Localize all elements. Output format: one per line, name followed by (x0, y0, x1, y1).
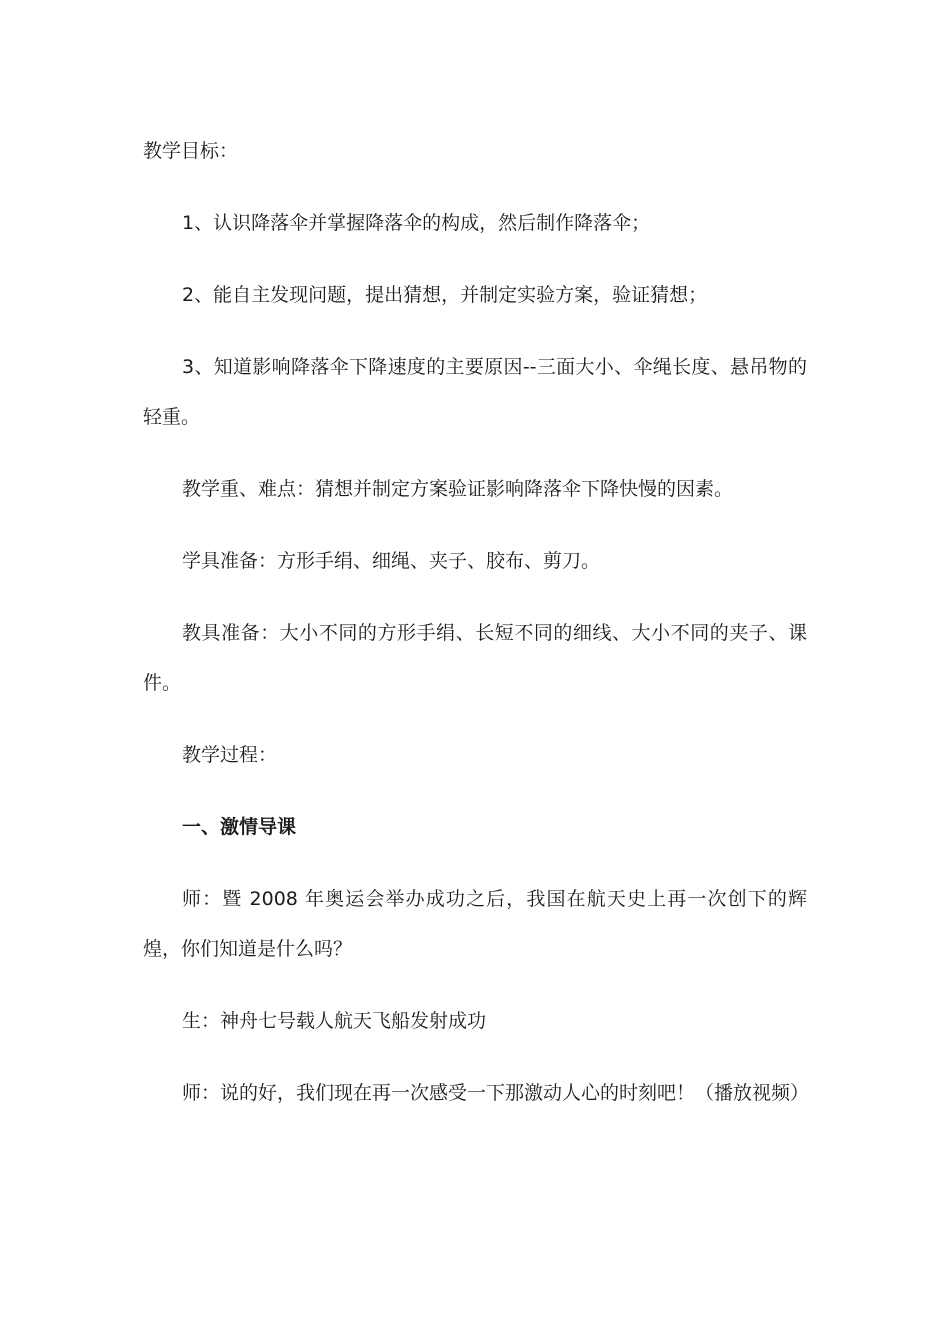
goal-item-2: 2、能自主发现问题，提出猜想，并制定实验方案，验证猜想； (182, 284, 708, 306)
goals-heading: 教学目标： (143, 140, 239, 162)
goal-item-3: 3、知道影响降落伞下降速度的主要原因--三面大小、伞绳长度、悬吊物的轻重。 (143, 356, 807, 428)
document-body (143, 126, 810, 1140)
student-materials: 学具准备：方形手绢、细绳、夹子、胶布、剪刀。 (182, 550, 601, 572)
dialogue-teacher-2: 师：说的好，我们现在再一次感受一下那激动人心的时刻吧！（播放视频） (182, 1082, 810, 1104)
goal-item-1: 1、认识降落伞并掌握降落伞的构成，然后制作降落伞； (182, 212, 651, 234)
dialogue-teacher-1: 师：暨 2008 年奥运会举办成功之后，我国在航天史上再一次创下的辉煌，你们知道是什么吗？ (143, 888, 807, 960)
process-heading: 教学过程： (182, 744, 278, 766)
section-title: 一、激情导课 (182, 816, 297, 838)
key-points: 教学重、难点：猜想并制定方案验证影响降落伞下降快慢的因素。 (182, 478, 734, 500)
teacher-materials: 教具准备：大小不同的方形手绢、长短不同的细线、大小不同的夹子、课件。 (143, 622, 807, 694)
dialogue-student-1: 生：神舟七号载人航天飞船发射成功 (182, 1010, 487, 1032)
